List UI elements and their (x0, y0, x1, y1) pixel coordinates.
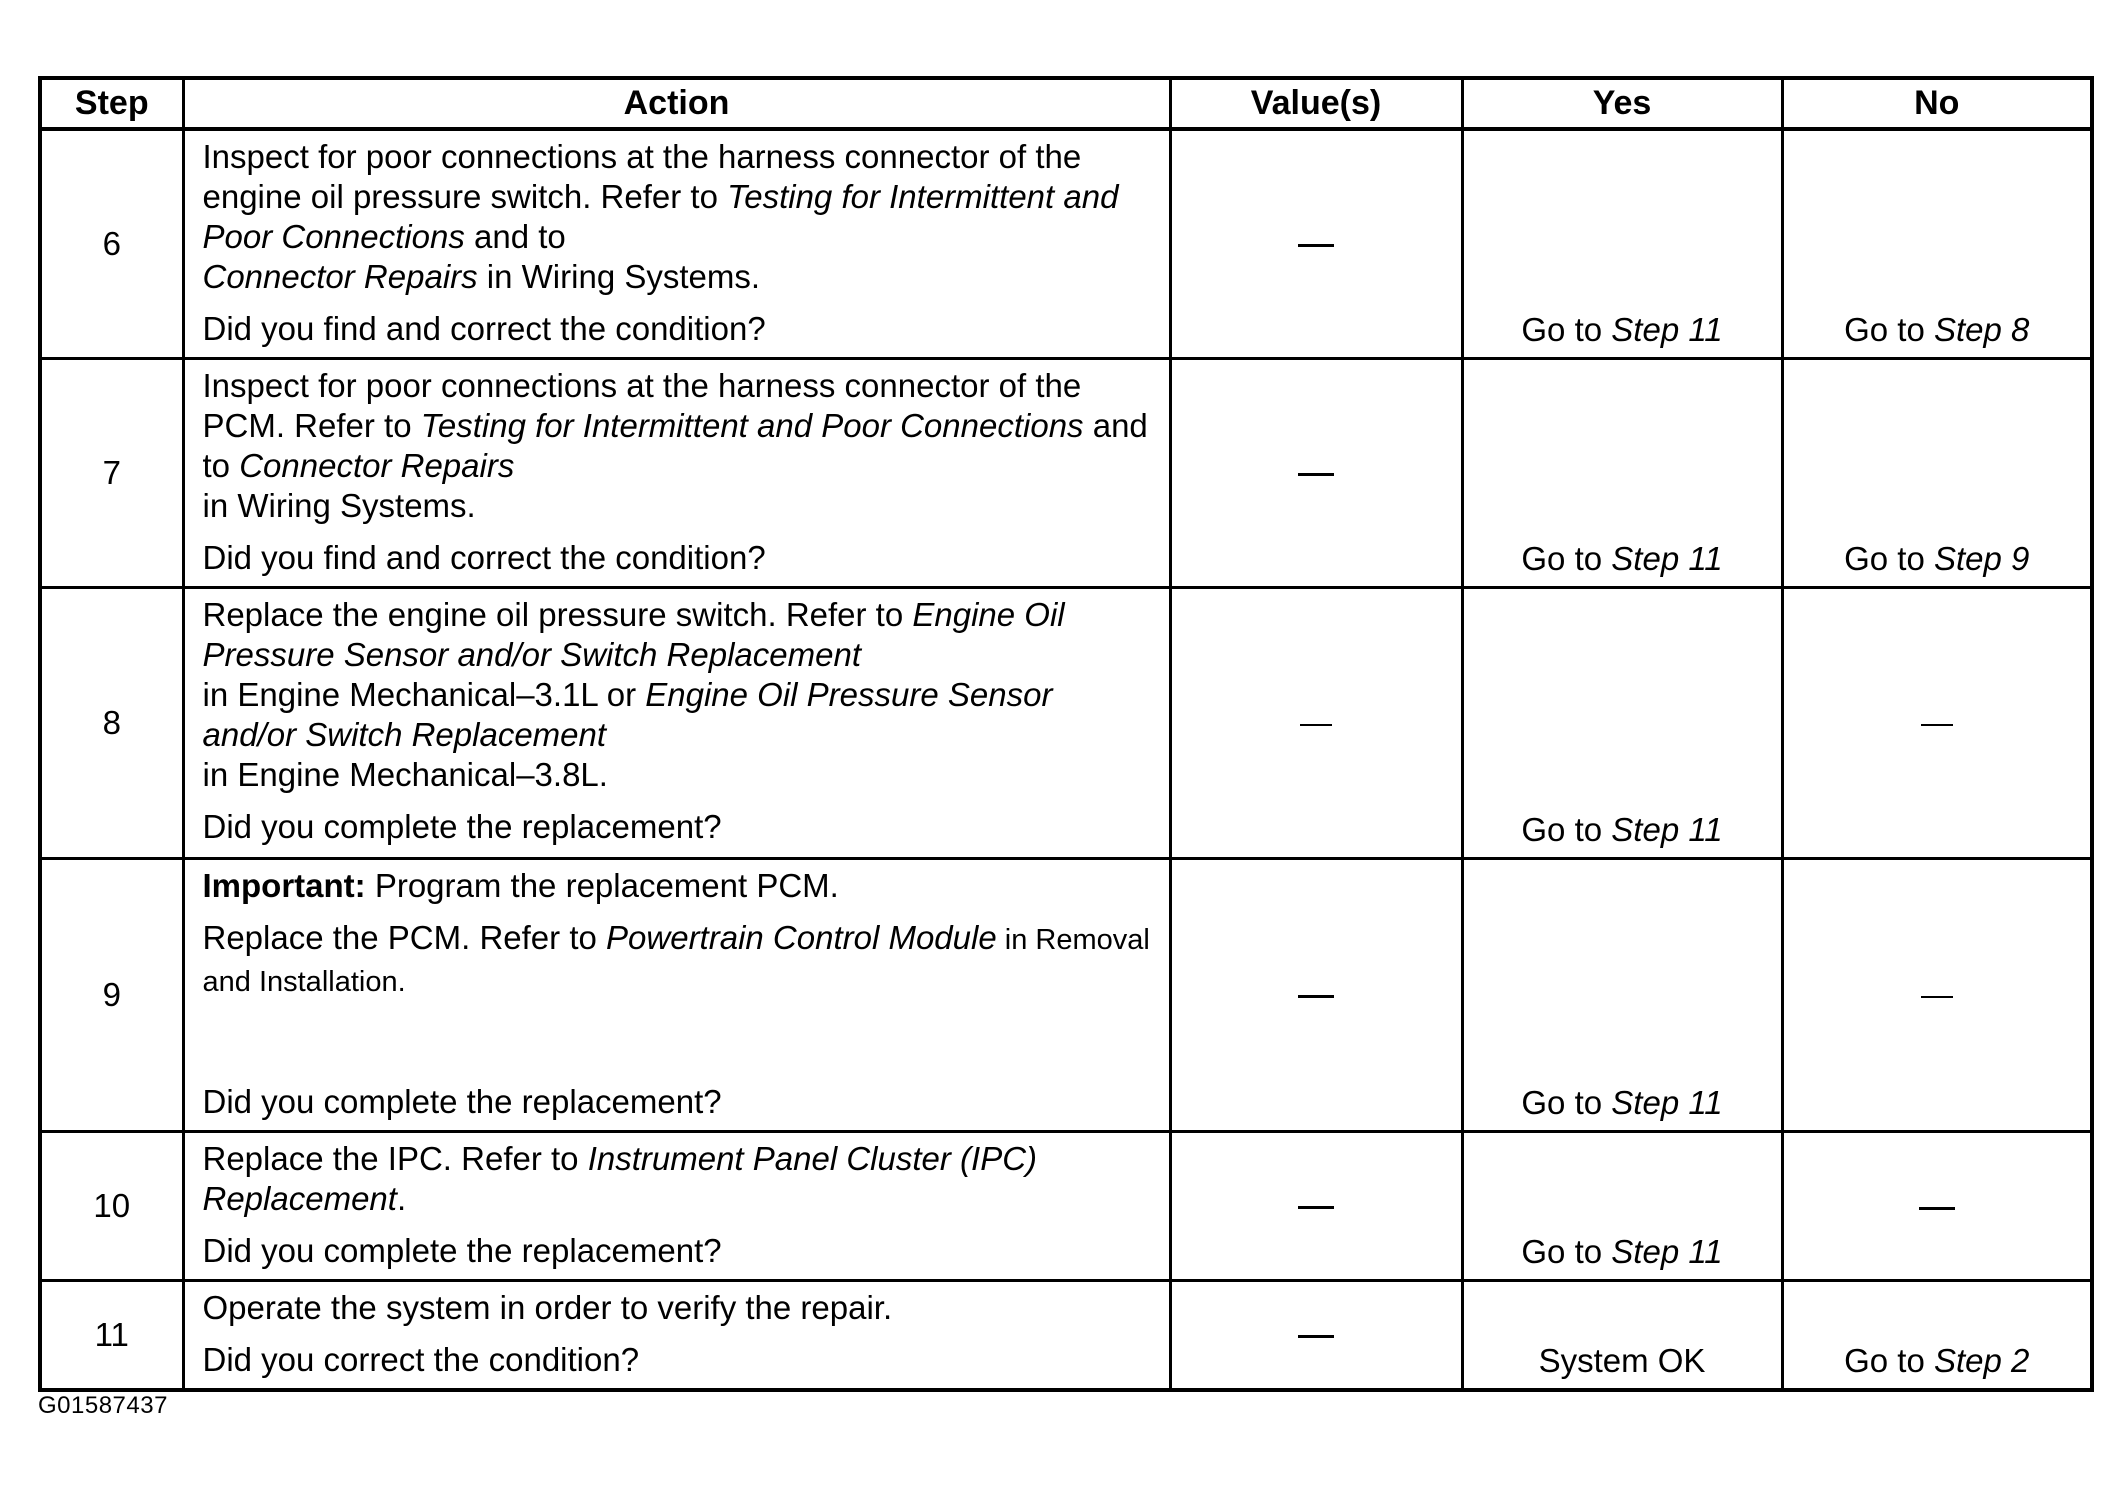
reference-link[interactable]: Powertrain Control Module (606, 919, 997, 956)
no-cell[interactable]: Go to Step 2 (1782, 1281, 2092, 1391)
yes-cell[interactable]: Go to Step 11 (1462, 359, 1782, 588)
dash-mark (1298, 473, 1334, 476)
yes-cell[interactable]: Go to Step 11 (1462, 129, 1782, 359)
step-link[interactable]: Step 11 (1611, 540, 1723, 577)
dash-mark (1298, 1206, 1334, 1209)
yes-cell[interactable]: Go to Step 11 (1462, 588, 1782, 859)
table-row (40, 1281, 2092, 1391)
step-number: 8 (40, 588, 183, 859)
step-link[interactable]: Step 11 (1611, 311, 1723, 348)
dash-mark (1919, 1207, 1955, 1210)
reference-link[interactable]: Engine Oil Pressure Sensor and/or Switch Replacement (202, 676, 1053, 753)
dash-mark (1921, 724, 1953, 726)
action-text: Inspect for poor connections at the harness connector of the engine oil pressure switch. Refer to Testing for Intermittent and Poor Connections and to Connector Repairs in Wiring Systems. (202, 138, 1119, 295)
no-cell[interactable]: Go to Step 8 (1782, 129, 2092, 359)
step-link[interactable]: Step 11 (1611, 811, 1723, 848)
reference-link[interactable]: Engine Oil Pressure Sensor and/or Switch Replacement (202, 596, 1065, 673)
reference-link[interactable]: Instrument Panel Cluster (IPC) Replacement (202, 1140, 1038, 1217)
header-values: Value(s) (1170, 78, 1462, 129)
header-row (40, 78, 2092, 129)
step-number: 10 (40, 1132, 183, 1281)
no-cell (1782, 859, 2092, 1132)
no-cell (1782, 588, 2092, 859)
action-cell (183, 1132, 1170, 1281)
header-no: No (1782, 78, 2092, 129)
action-cell (183, 859, 1170, 1132)
dash-mark (1298, 1335, 1334, 1338)
no-cell[interactable]: Go to Step 9 (1782, 359, 2092, 588)
yes-cell[interactable]: Go to Step 11 (1462, 859, 1782, 1132)
reference-link[interactable]: Testing for Intermittent and Poor Connections (202, 178, 1119, 255)
step-link[interactable]: Step 11 (1611, 1084, 1723, 1121)
figure-id: G01587437 (38, 1392, 168, 1419)
action-question: Did you complete the replacement? (202, 1232, 722, 1269)
yes-cell[interactable]: Go to Step 11 (1462, 1132, 1782, 1281)
reference-link[interactable]: Testing for Intermittent and Poor Connections (420, 407, 1084, 444)
action-question: Did you correct the condition? (202, 1341, 640, 1378)
important-note: Important: Program the replacement PCM. (202, 867, 839, 904)
action-text: Replace the IPC. Refer to Instrument Panel Cluster (IPC) Replacement. (202, 1140, 1038, 1217)
value-cell (1170, 129, 1462, 359)
step-number: 7 (40, 359, 183, 588)
action-text: Operate the system in order to verify the repair. (202, 1289, 893, 1326)
important-label: Important: (202, 867, 366, 904)
action-cell (183, 129, 1170, 359)
action-question: Did you find and correct the condition? (202, 539, 766, 576)
no-cell (1782, 1132, 2092, 1281)
value-cell (1170, 1132, 1462, 1281)
action-question: Did you complete the replacement? (202, 1083, 722, 1120)
action-text: Replace the engine oil pressure switch. Refer to Engine Oil Pressure Sensor and/or Switch Replacement in Engine Mechanical–3.1L or Engine Oil Pressure Sensor and/or Switch Replacement in Engine Mechanical–3.8L. (202, 596, 1065, 793)
action-cell (183, 1281, 1170, 1391)
value-cell (1170, 359, 1462, 588)
dash-mark (1300, 724, 1332, 726)
action-text: Replace the PCM. Refer to Powertrain Control Module in Removal and Installation. (202, 919, 1150, 998)
reference-link[interactable]: Connector Repairs (239, 447, 515, 484)
dash-mark (1921, 996, 1953, 998)
reference-link[interactable]: Connector Repairs (202, 258, 478, 295)
header-action: Action (183, 78, 1170, 129)
header-yes: Yes (1462, 78, 1782, 129)
value-cell (1170, 859, 1462, 1132)
step-link[interactable]: Step 8 (1933, 311, 2030, 348)
action-cell (183, 588, 1170, 859)
table-row (40, 129, 2092, 359)
header-step: Step (40, 78, 183, 129)
dash-mark (1298, 995, 1334, 998)
yes-cell[interactable]: System OK (1462, 1281, 1782, 1391)
value-cell (1170, 1281, 1462, 1391)
diagnostic-table (38, 76, 2094, 1392)
table-row (40, 359, 2092, 588)
action-text: Inspect for poor connections at the harness connector of the PCM. Refer to Testing for Intermittent and Poor Connections and to Connector Repairs in Wiring Systems. (202, 367, 1148, 524)
action-cell (183, 359, 1170, 588)
step-link[interactable]: Step 9 (1933, 540, 2030, 577)
dash-mark (1298, 244, 1334, 247)
step-number: 11 (40, 1281, 183, 1391)
step-number: 6 (40, 129, 183, 359)
step-link[interactable]: Step 2 (1933, 1342, 2030, 1379)
table-row (40, 1132, 2092, 1281)
step-link[interactable]: Step 11 (1611, 1233, 1723, 1270)
table-row (40, 859, 2092, 1132)
step-number: 9 (40, 859, 183, 1132)
table-row (40, 588, 2092, 859)
value-cell (1170, 588, 1462, 859)
action-question: Did you find and correct the condition? (202, 310, 766, 347)
action-question: Did you complete the replacement? (202, 808, 722, 845)
